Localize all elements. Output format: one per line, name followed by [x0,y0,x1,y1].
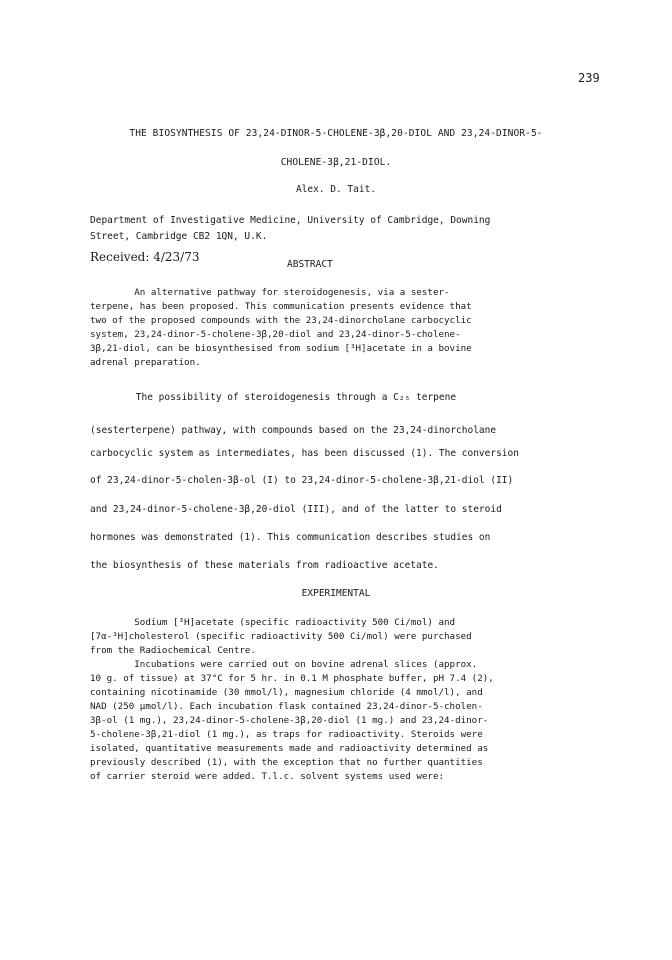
body-line: the biosynthesis of these materials from radioactive acetate. [90,560,439,571]
body-line: 10 g. of tissue) at 37°C for 5 hr. in 0.1 M phosphate buffer, pH 7.4 (2), [90,673,494,684]
abstract-heading: ABSTRACT [287,259,333,270]
body-line: carbocyclic system as intermediates, has been discussed (1). The conversion [90,448,519,459]
article-title-line-1: THE BIOSYNTHESIS OF 23,24-DINOR-5-CHOLENE-3β,20-DIOL AND 23,24-DINOR-5- [129,128,543,139]
body-line: and 23,24-dinor-5-cholene-3β,20-diol (III), and of the latter to steroid [90,504,502,515]
body-line: 3β-ol (1 mg.), 23,24-dinor-5-cholene-3β,20-diol (1 mg.) and 23,24-dinor- [90,715,489,726]
body-line: previously described (1), with the exception that no further quantities [90,757,483,768]
experimental-heading: EXPERIMENTAL [301,588,371,599]
affiliation-line-1: Department of Investigative Medicine, University of Cambridge, Downing [90,215,491,226]
body-line: of 23,24-dinor-5-cholen-3β-ol (I) to 23,24-dinor-5-cholene-3β,21-diol (II) [90,475,514,486]
body-line: of carrier steroid were added. T.l.c. solvent systems used were: [90,771,445,782]
received-date: Received: 4/23/73 [90,250,200,264]
author-name: Alex. D. Tait. [295,184,377,195]
abstract-line: system, 23,24-dinor-5-cholene-3β,20-diol and 23,24-dinor-5-cholene- [90,329,461,340]
article-title-line-2: CHOLENE-3β,21-DIOL. [280,157,392,168]
body-line: isolated, quantitative measurements made and radioactivity determined as [90,743,489,754]
abstract-line: terpene, has been proposed. This communication presents evidence that [90,301,472,312]
body-line: Sodium [³H]acetate (specific radioactivity 500 Ci/mol) and [90,617,456,628]
abstract-line: adrenal preparation. [90,357,201,368]
abstract-line: An alternative pathway for steroidogenesis, via a sester- [90,287,450,298]
body-line: (sesterterpene) pathway, with compounds based on the 23,24-dinorcholane [90,425,497,436]
affiliation-line-2: Street, Cambridge CB2 1QN, U.K. [90,231,268,242]
body-line: containing nicotinamide (30 mmol/l), magnesium chloride (4 mmol/l), and [90,687,483,698]
body-line: NAD (250 μmol/l). Each incubation flask contained 23,24-dinor-5-cholen- [90,701,483,712]
body-line: hormones was demonstrated (1). This communication describes studies on [90,532,491,543]
page-number: 239 [578,71,600,85]
body-line: Incubations were carried out on bovine adrenal slices (approx. [90,659,478,670]
abstract-line: 3β,21-diol, can be biosynthesised from sodium [³H]acetate in a bovine [90,343,472,354]
body-line: The possibility of steroidogenesis through a C₂₅ terpene [90,392,457,403]
abstract-line: two of the proposed compounds with the 23,24-dinorcholane carbocyclic [90,315,472,326]
body-line: 5-cholene-3β,21-diol (1 mg.), as traps for radioactivity. Steroids were [90,729,483,740]
body-line: from the Radiochemical Centre. [90,645,256,656]
body-line: [7α-³H]cholesterol (specific radioactivity 500 Ci/mol) were purchased [90,631,472,642]
